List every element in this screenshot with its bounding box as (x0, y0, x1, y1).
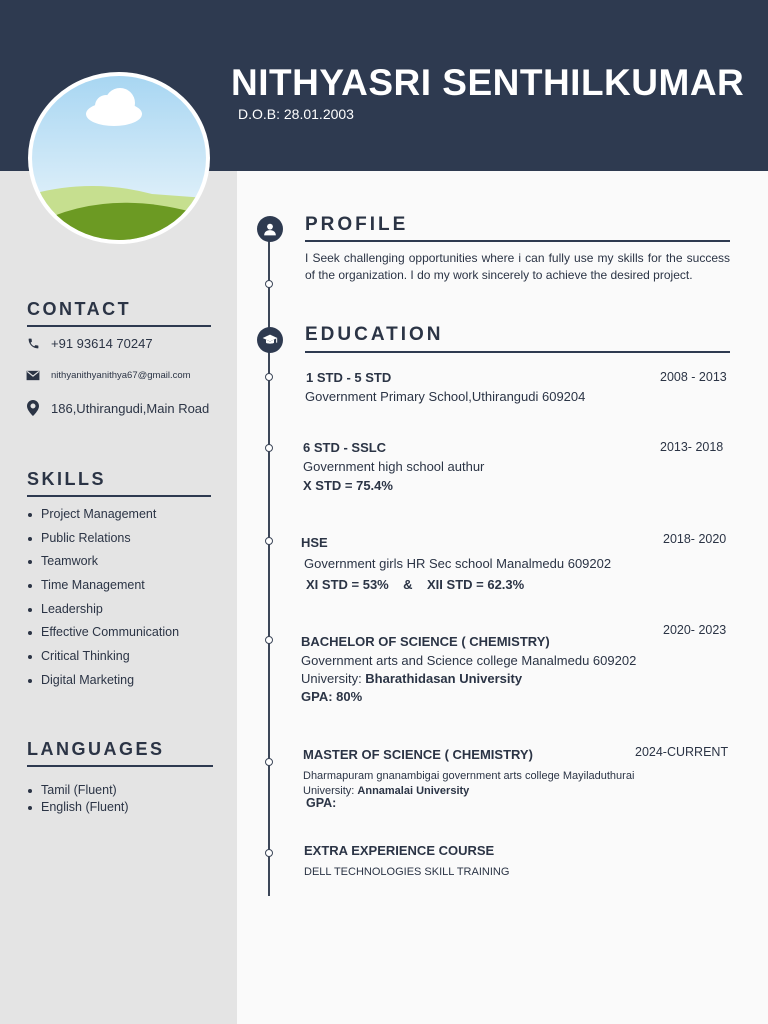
contact-email (25, 367, 191, 383)
skill-item: Effective Communication (26, 625, 179, 649)
skill-item: Project Management (26, 507, 179, 531)
skill-item: Time Management (26, 578, 179, 602)
education-school: Government high school authur (303, 459, 485, 474)
extra-course-title: EXTRA EXPERIENCE COURSE (304, 843, 495, 858)
candidate-name: NITHYASRI SENTHILKUMAR (231, 62, 745, 103)
timeline-dot (265, 849, 273, 857)
profile-rule (305, 240, 730, 242)
skills-rule (27, 495, 211, 497)
languages-list (26, 783, 129, 817)
education-years: 2024-CURRENT (635, 745, 729, 759)
education-heading: EDUCATION (305, 324, 444, 345)
education-gpa: GPA: (306, 796, 337, 810)
contact-rule (27, 325, 211, 327)
skill-item: Public Relations (26, 531, 179, 555)
skills-list (26, 507, 179, 697)
university-label: University: (301, 671, 366, 686)
mail-icon (25, 367, 41, 383)
timeline-dot (265, 636, 273, 644)
education-years: 2008 - 2013 (660, 370, 727, 384)
education-school: Government arts and Science college Manalmedu 609202 (301, 653, 637, 668)
education-university-line (301, 671, 522, 686)
education-years: 2020- 2023 (663, 623, 727, 637)
languages-rule (27, 765, 213, 767)
education-gpa: GPA: 80% (301, 689, 363, 704)
profile-heading: PROFILE (305, 214, 409, 235)
phone-number[interactable]: +91 93614 70247 (51, 335, 153, 351)
skill-item: Critical Thinking (26, 649, 179, 673)
profile-photo (28, 72, 210, 244)
extra-course-name: DELL TECHNOLOGIES SKILL TRAINING (304, 866, 510, 878)
education-title: MASTER OF SCIENCE ( CHEMISTRY) (303, 747, 533, 762)
location-pin-icon (25, 400, 41, 416)
graduation-cap-icon (262, 333, 278, 347)
languages-heading: LANGUAGES (27, 739, 165, 759)
skill-item: Digital Marketing (26, 673, 179, 697)
education-title: BACHELOR OF SCIENCE ( CHEMISTRY) (301, 634, 550, 649)
education-title: 6 STD - SSLC (303, 440, 387, 455)
education-years: 2013- 2018 (660, 440, 724, 454)
phone-icon (25, 335, 41, 351)
education-title: HSE (301, 535, 328, 550)
education-school: Government Primary School,Uthirangudi 609204 (305, 389, 586, 404)
education-score: X STD = 75.4% (303, 478, 393, 493)
university-label: University: (303, 785, 358, 797)
skill-item: Leadership (26, 602, 179, 626)
profile-text: I Seek challenging opportunities where i can fully use my skills for the success of the organization. I do my work sincerely to achieve the desired project. (305, 251, 730, 282)
skill-item: Teamwork (26, 554, 179, 578)
education-school: Dharmapuram gnanambigai government arts college Mayiladuthurai (303, 770, 635, 782)
user-icon (263, 222, 277, 236)
contact-phone (25, 335, 153, 351)
timeline-dot (265, 537, 273, 545)
address-text: 186,Uthirangudi,Main Road (51, 400, 210, 416)
education-badge (257, 327, 283, 353)
language-item: Tamil (Fluent) (26, 783, 129, 800)
contact-address (25, 400, 209, 416)
timeline-dot (265, 373, 273, 381)
email-address[interactable]: nithyanithyanithya67@gmail.com (51, 369, 191, 381)
timeline-dot (265, 758, 273, 766)
education-school: Government girls HR Sec school Manalmedu 609202 (304, 556, 612, 571)
university-name: Bharathidasan University (365, 671, 523, 686)
skills-heading: SKILLS (27, 469, 107, 489)
profile-badge (257, 216, 283, 242)
date-of-birth: D.O.B: 28.01.2003 (238, 106, 354, 122)
landscape-image (32, 76, 206, 240)
timeline-dot (265, 444, 273, 452)
education-years: 2018- 2020 (663, 532, 727, 546)
education-title: 1 STD - 5 STD (306, 370, 392, 385)
contact-heading: CONTACT (27, 299, 132, 319)
timeline-dot (265, 280, 273, 288)
main-content (237, 170, 768, 1024)
university-name: Annamalai University (357, 785, 470, 797)
education-rule (305, 351, 730, 353)
language-item: English (Fluent) (26, 800, 129, 817)
education-score: XI STD = 53% & XII STD = 62.3% (306, 577, 525, 592)
